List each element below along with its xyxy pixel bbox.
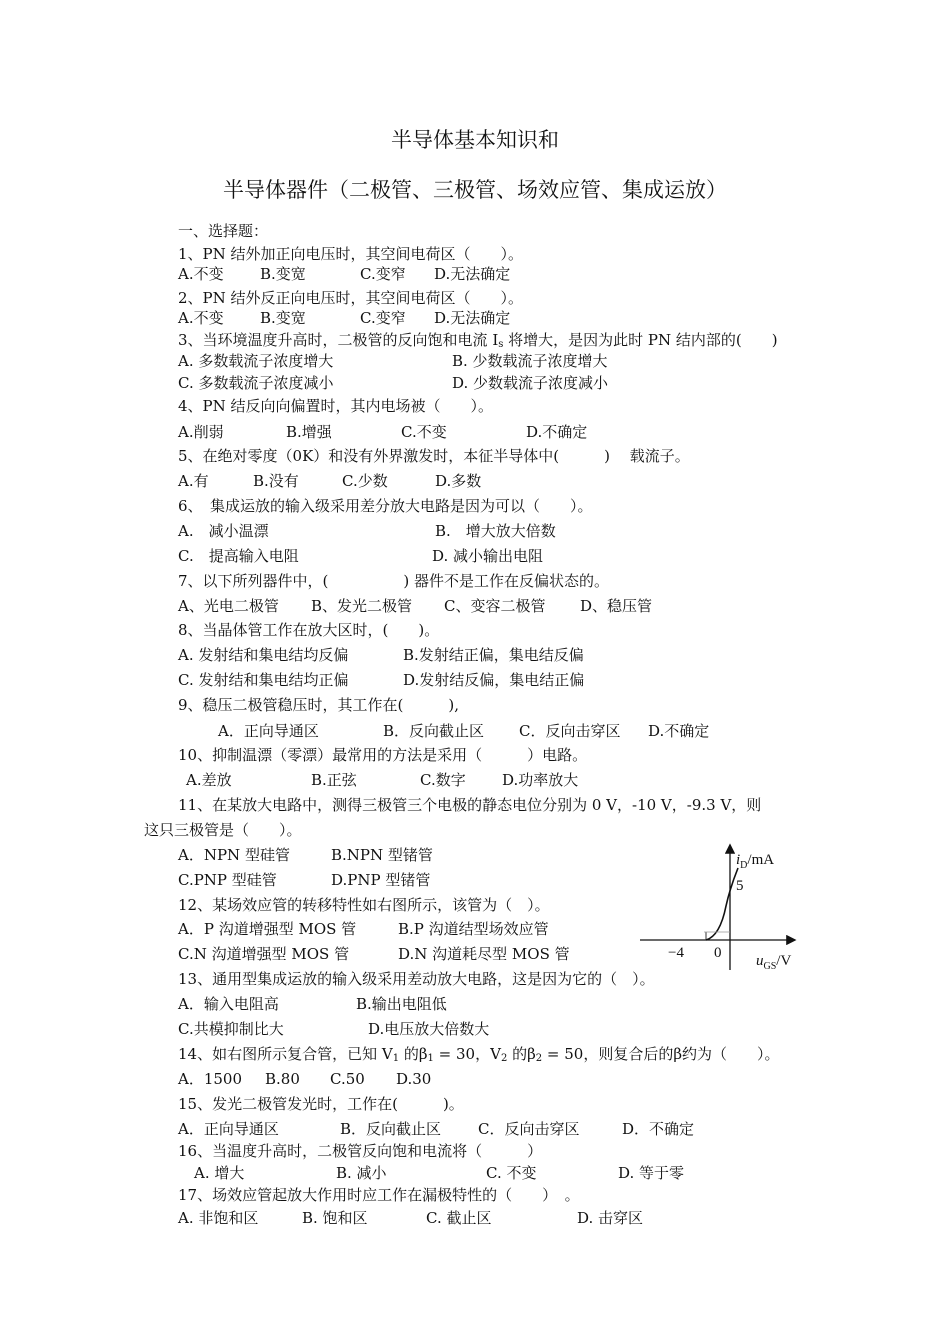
q6-option-a: A. 减小温漂 [178, 522, 269, 540]
q16-option-c: C. 不变 [486, 1164, 537, 1182]
q6-stem: 6、 集成运放的输入级采用差分放大电路是因为可以（ ）。 [178, 497, 593, 515]
transfer-characteristic-graph [640, 840, 810, 980]
q10-stem: 10、抑制温漂（零漂）最常用的方法是采用（ ）电路。 [178, 746, 588, 764]
q7-stem: 7、以下所列器件中，( ) 器件不是工作在反偏状态的。 [178, 572, 610, 590]
q8-option-d: D.发射结反偏，集电结正偏 [403, 671, 585, 689]
q4-option-b: B.增强 [286, 423, 332, 441]
q8-option-c: C. 发射结和集电结均正偏 [178, 671, 349, 689]
q1-option-b: B.变宽 [260, 265, 306, 283]
q17-stem: 17、场效应管起放大作用时应工作在漏极特性的（ ） 。 [178, 1186, 580, 1204]
q10-option-b: B.正弦 [311, 771, 357, 789]
q3-option-a: A. 多数载流子浓度增大 [178, 352, 334, 370]
q14-option-d: D.30 [396, 1070, 432, 1088]
q17-option-a: A. 非饱和区 [178, 1209, 259, 1227]
q16-stem: 16、当温度升高时，二极管反向饱和电流将（ ） [178, 1142, 543, 1160]
q13-option-a: A．输入电阻高 [178, 995, 279, 1013]
q3-stem: 3、当环境温度升高时，二极管的反向饱和电流 $I_s$ 将增大，是因为此时 PN 结内部的( ) [178, 331, 778, 350]
q9-option-a: A．正向导通区 [218, 722, 319, 740]
q10-option-d: D.功率放大 [502, 771, 579, 789]
q1-stem: 1、PN 结外加正向电压时，其空间电荷区（ ）。 [178, 245, 524, 263]
q2-stem: 2、PN 结外反正向电压时，其空间电荷区（ ）。 [178, 289, 524, 307]
q16-option-a: A. 增大 [194, 1164, 245, 1182]
q10-option-a: A.差放 [186, 771, 232, 789]
page-title: 半导体基本知识和 [391, 128, 559, 152]
q11-option-a: A．NPN 型硅管 [178, 846, 290, 864]
page-subtitle: 半导体器件（二极管、三极管、场效应管、集成运放） [223, 178, 727, 202]
q9-stem: 9、稳压二极管稳压时，其工作在( ), [178, 696, 460, 714]
q9-option-c: C．反向击穿区 [519, 722, 621, 740]
q4-stem: 4、PN 结反向向偏置时，其内电场被（ ）。 [178, 397, 494, 415]
q6-option-c: C. 提高输入电阻 [178, 547, 299, 565]
q5-option-c: C.少数 [342, 472, 388, 490]
q12-option-a: A．P 沟道增强型 MOS 管 [178, 920, 357, 938]
q12-option-b: B.P 沟道结型场效应管 [398, 920, 549, 938]
q13-option-b: B.输出电阻低 [356, 995, 447, 1013]
q10-option-c: C.数字 [420, 771, 466, 789]
q4-option-c: C.不变 [401, 423, 447, 441]
q13-option-d: D.电压放大倍数大 [368, 1020, 490, 1038]
q12-stem: 12、某场效应管的转移特性如右图所示，该管为（ ）。 [178, 896, 550, 914]
q6-option-b: B. 增大放大倍数 [435, 522, 556, 540]
q3-option-d: D. 少数载流子浓度减小 [452, 374, 609, 392]
q7-option-c: C、变容二极管 [444, 597, 546, 615]
y-axis-label: $i_D/mA$ [736, 852, 775, 871]
transfer-curve [706, 868, 738, 940]
q13-stem: 13、通用型集成运放的输入级采用差动放大电路，这是因为它的（ ）。 [178, 970, 655, 988]
x-axis-label: $u_{GS}/V$ [756, 953, 792, 972]
q9-option-d: D.不确定 [648, 722, 710, 740]
q14-option-c: C.50 [330, 1070, 365, 1088]
q11-option-c: C.PNP 型硅管 [178, 871, 277, 889]
q1-option-c: C.变窄 [360, 265, 406, 283]
y-tick-label: 5 [736, 878, 744, 894]
q8-option-b: B.发射结正偏，集电结反偏 [403, 646, 584, 664]
q13-option-c: C.共模抑制比大 [178, 1020, 284, 1038]
q11-stem-line1: 11、在某放大电路中，测得三极管三个电极的静态电位分别为 0 V，-10 V，-9.3 V，则 [178, 796, 762, 814]
q7-option-b: B、发光二极管 [311, 597, 413, 615]
section-heading: 一、选择题： [178, 222, 269, 240]
q17-option-d: D. 击穿区 [577, 1209, 644, 1227]
q16-option-b: B. 减小 [336, 1164, 387, 1182]
q15-option-b: B．反向截止区 [340, 1120, 442, 1138]
q4-option-d: D.不确定 [526, 423, 588, 441]
q7-option-a: A、光电二极管 [178, 597, 279, 615]
q11-option-b: B.NPN 型锗管 [331, 846, 433, 864]
q7-option-d: D、稳压管 [580, 597, 653, 615]
q12-option-d: D.N 沟道耗尽型 MOS 管 [398, 945, 570, 963]
q17-option-c: C. 截止区 [426, 1209, 492, 1227]
q15-option-d: D．不确定 [622, 1120, 695, 1138]
q14-option-a: A．1500 [178, 1070, 243, 1088]
q3-option-b: B. 少数载流子浓度增大 [452, 352, 608, 370]
q15-option-a: A．正向导通区 [178, 1120, 279, 1138]
q8-stem: 8、当晶体管工作在放大区时，( )。 [178, 621, 440, 639]
x-tick-label: −4 [668, 945, 684, 961]
q16-option-d: D. 等于零 [618, 1164, 685, 1182]
q15-option-c: C．反向击穿区 [478, 1120, 580, 1138]
q11-stem-line2: 这只三极管是（ ）。 [144, 821, 302, 839]
q5-option-a: A.有 [178, 472, 209, 490]
q15-stem: 15、发光二极管发光时，工作在( )。 [178, 1095, 464, 1113]
q1-option-d: D.无法确定 [434, 265, 511, 283]
q1-option-a: A.不变 [178, 265, 224, 283]
q9-option-b: B．反向截止区 [383, 722, 485, 740]
q5-option-b: B.没有 [253, 472, 299, 490]
q6-option-d: D. 减小输出电阻 [432, 547, 544, 565]
q14-option-b: B.80 [265, 1070, 300, 1088]
q5-option-d: D.多数 [435, 472, 482, 490]
q2-option-c: C.变窄 [360, 309, 406, 327]
q2-option-d: D.无法确定 [434, 309, 511, 327]
q14-stem: 14、如右图所示复合管，已知 $V_1$ 的$\beta_1 = 30$，$V_2$ 的$\beta_2 = 50$，则复合后的β约为（ ）。 [178, 1045, 780, 1064]
q17-option-b: B. 饱和区 [302, 1209, 368, 1227]
q5-stem: 5、在绝对零度（0K）和没有外界激发时，本征半导体中( ) 载流子。 [178, 447, 690, 465]
q4-option-a: A.削弱 [178, 423, 224, 441]
q2-option-a: A.不变 [178, 309, 224, 327]
q11-option-d: D.PNP 型锗管 [331, 871, 431, 889]
q8-option-a: A. 发射结和集电结均反偏 [178, 646, 349, 664]
q3-option-c: C. 多数载流子浓度减小 [178, 374, 334, 392]
q12-option-c: C.N 沟道增强型 MOS 管 [178, 945, 350, 963]
origin-label: 0 [714, 945, 722, 961]
q2-option-b: B.变宽 [260, 309, 306, 327]
